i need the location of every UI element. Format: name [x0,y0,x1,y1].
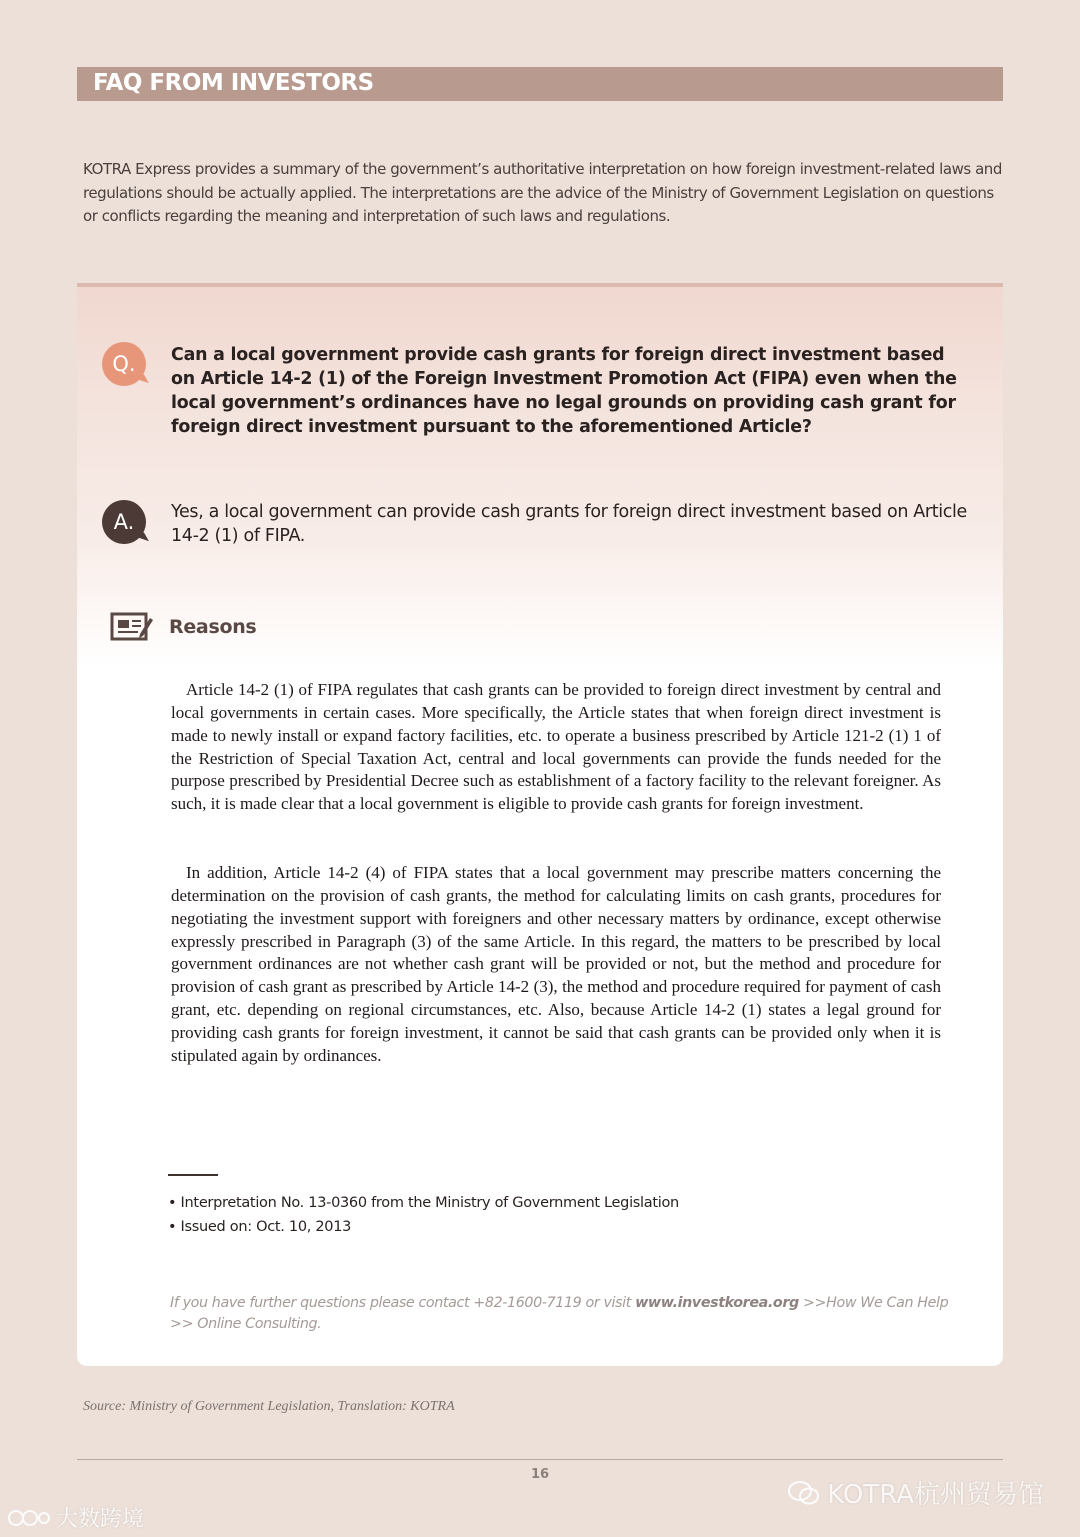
watermark-left-text: 大数跨境 [56,1507,145,1532]
contact-suffix: >>How We Can Help >> Online Consulting. [170,1295,949,1332]
watermark-right-text: KOTRA杭州贸易馆 [827,1480,1044,1510]
watermark-left [6,1502,144,1533]
contact-prefix: If you have further questions please contact +82-1600-7119 or visit [170,1295,636,1311]
website-link[interactable]: www.investkorea.org [635,1295,799,1311]
answer-badge-label: A. [113,510,135,534]
source-credit: Source: Ministry of Government Legislation, Translation: KOTRA [83,1399,455,1414]
document-edit-icon [110,612,154,642]
page-number: 16 [530,1467,550,1482]
question-badge-label: Q. [112,352,136,376]
brand-logo-icon [6,1507,52,1529]
reason-paragraph-1: Article 14-2 (1) of FIPA regulates that cash grants can be provided to foreign direct investment by central and local governments in certain cases. More specifically, the Article states that when foreign direct investment is made to newly install or expand factory facilities, etc. to operate a business prescribed by Article 121-2 (1) 1 of the Restriction of Special Taxation Act, central and local governments can provide the funds needed for the purpose prescribed by Presidential Decree such as establishment of a factory facility to the relevant foreigner. As such, it is made clear that a local government is eligible to provide cash grants for foreign investment. [171,680,941,814]
intro-paragraph: KOTRA Express provides a summary of the government’s authoritative interpretation on how foreign investment-related laws and regulations should be actually applied. The interpretations are the advice of the Ministry of Government Legislation on questions or conflicts regarding the meaning and interpretation of such laws and regulations. [83,160,1002,225]
question-badge [102,342,146,386]
section-header [77,67,1003,101]
contact-note [170,1293,960,1335]
question-text: Can a local government provide cash grants for foreign direct investment based on Article 14-2 (1) of the Foreign Investment Promotion Act (FIPA) even when the local government’s ordinances have no legal grounds on providing cash grant for foreign direct investment pursuant to the aforementioned Article? [171,345,957,437]
footnote-interpretation: • Interpretation No. 13-0360 from the Ministry of Government Legislation [168,1195,679,1211]
watermark-right [787,1474,1044,1511]
footer-divider [77,1459,1003,1460]
footnote-divider [168,1174,218,1176]
reasons-title: Reasons [169,616,257,638]
section-title: FAQ FROM INVESTORS [93,70,374,96]
answer-badge [102,500,146,544]
footnote-issued-date: • Issued on: Oct. 10, 2013 [168,1219,352,1235]
reason-paragraph-2: In addition, Article 14-2 (4) of FIPA states that a local government may prescribe matters concerning the determination on the provision of cash grants, the method for calculating limits on cash grants, procedures for negotiating the investment support with foreigners and other necessary matters by ordinance, except otherwise expressly prescribed in Paragraph (3) of the same Article. In this regard, the matters to be prescribed by local government ordinances are not whether cash grant will be provided or not, but the method and procedure for provision of cash grant as prescribed by Article 14-2 (3), the method and procedure required for payment of cash grant, etc. depending on regional circumstances, etc. Also, because Article 14-2 (1) states a legal ground for providing cash grants for foreign investment, it cannot be said that cash grants can be provided only when it is stipulated again by ordinances. [171,863,941,1065]
wechat-icon [787,1479,821,1507]
answer-text: Yes, a local government can provide cash grants for foreign direct investment based on Article 14-2 (1) of FIPA. [171,502,967,546]
